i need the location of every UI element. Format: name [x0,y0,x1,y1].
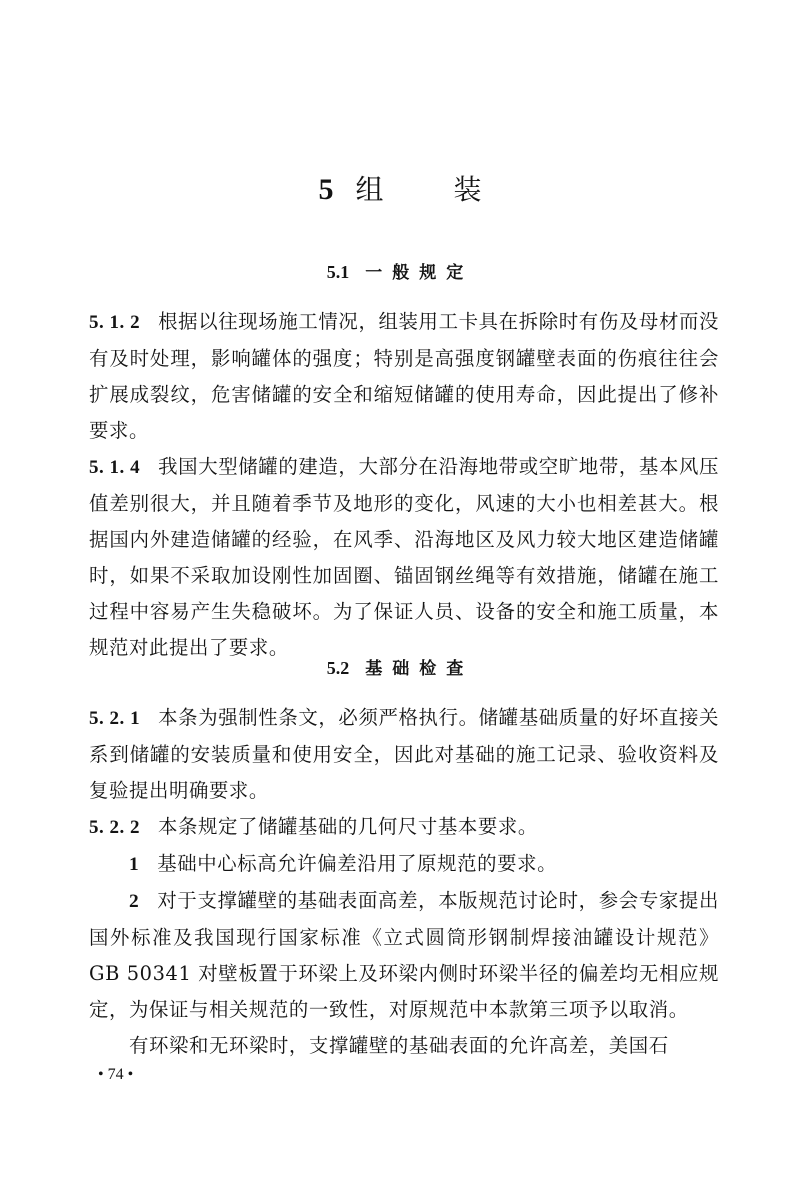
chapter-title [0,168,800,208]
clause-item-1 [89,846,719,883]
clause-5-2-2 [89,809,719,846]
clause-5-2-1 [89,700,719,809]
clause-5-1-2 [89,304,719,449]
chapter-title-char-2: 装 [453,173,482,206]
chapter-title-char-1: 组 [355,173,384,206]
item-text: 基础中心标高允许偏差沿用了原规范的要求。 [157,852,558,875]
clause-text: 本条规定了储罐基础的几何尺寸基本要求。 [158,815,538,838]
clause-5-1-4 [89,449,719,666]
item-number: 1 [129,854,140,875]
section-number: 5.1 [326,262,350,282]
clause-text: 我国大型储罐的建造，大部分在沿海地带或空旷地带，基本风压值差别很大，并且随着季节及地形的变化，风速的大小也相差甚大。根据国内外建造储罐的经验，在风季、沿海地区及风力较大地区建造储罐时，如果不采取加设刚性加固圈、锚固钢丝绳等有效措施，储罐在施工过程中容易产生失稳破坏。为了保证人员、设备的安全和施工质量，本规范对此提出了要求。 [89,455,719,659]
page-number: • 74 • [98,1066,134,1083]
section-title: 基础检查 [365,659,474,679]
clause-number: 5. 1. 2 [89,312,141,333]
section-heading-5-2 [0,654,800,679]
section-title: 一般规定 [365,263,474,283]
section-5-2-body [89,700,719,1064]
chapter-number: 5 [318,173,334,206]
item-number: 2 [129,891,140,912]
clause-number: 5. 2. 1 [89,708,141,729]
clause-text: 本条为强制性条文，必须严格执行。储罐基础质量的好坏直接关系到储罐的安装质量和使用安全，因此对基础的施工记录、验收资料及复验提出明确要求。 [89,706,719,802]
section-5-1-body [89,304,719,666]
clause-text: 根据以往现场施工情况，组装用工卡具在拆除时有伤及母材而没有及时处理，影响罐体的强度；特别是高强度钢罐壁表面的伤痕往往会扩展成裂纹，危害储罐的安全和缩短储罐的使用寿命，因此提出了修补要求。 [89,310,719,442]
section-number: 5.2 [326,658,350,678]
continuation-paragraph: 有环梁和无环梁时，支撑罐壁的基础表面的允许高差，美国石 [129,1034,669,1057]
clause-number: 5. 1. 4 [89,457,141,478]
item-text: 对于支撑罐壁的基础表面高差，本版规范讨论时，参会专家提出国外标准及我国现行国家标准《立式圆筒形钢制焊接油罐设计规范》GB 50341 对壁板置于环梁上及环梁内侧时环梁半径的偏差均无相应规定，为保证与相关规范的一致性，对原规范中本款第三项予以取消。 [89,889,719,1021]
clause-number: 5. 2. 2 [89,817,140,838]
section-heading-5-1 [0,258,800,283]
clause-item-2 [89,883,719,1028]
